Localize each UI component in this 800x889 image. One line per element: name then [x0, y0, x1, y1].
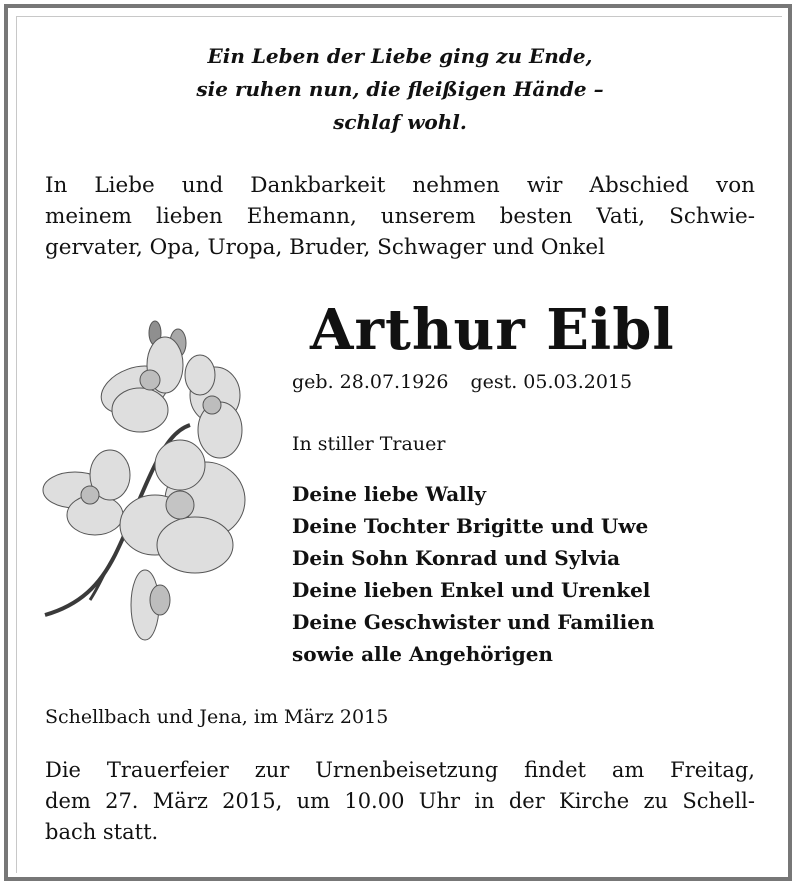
mourner-line: Deine liebe Wally	[292, 482, 486, 506]
mourner-line: Dein Sohn Konrad und Sylvia	[292, 546, 621, 570]
mourner-line: sowie alle Angehörigen	[292, 642, 553, 666]
service-line: dem 27. März 2015, um 10.00 Uhr in der Kirche zu Schell-	[45, 789, 755, 813]
death-date: gest. 05.03.2015	[470, 371, 633, 393]
mourners-list	[292, 478, 655, 670]
funeral-service-info	[45, 755, 755, 848]
intro-text	[45, 170, 755, 263]
life-dates	[292, 368, 632, 396]
service-line: bach statt.	[45, 820, 159, 844]
poem-line: Ein Leben der Liebe ging zu Ende,	[207, 44, 593, 68]
poem-line: sie ruhen nun, die fleißigen Hände –	[196, 77, 604, 101]
poem-line: schlaf wohl.	[333, 110, 467, 134]
intro-line: In Liebe und Dankbarkeit nehmen wir Abschied von	[45, 173, 755, 198]
place-and-date: Schellbach und Jena, im März 2015	[45, 706, 389, 728]
intro-line: gervater, Opa, Uropa, Bruder, Schwager und Onkel	[45, 235, 605, 260]
poem	[0, 40, 800, 139]
mourner-line: Deine lieben Enkel und Urenkel	[292, 578, 651, 602]
service-line: Die Trauerfeier zur Urnenbeisetzung findet am Freitag,	[45, 758, 755, 782]
deceased-name: Arthur Eibl	[310, 297, 675, 363]
mourner-line: Deine Geschwister und Familien	[292, 610, 655, 634]
mourner-line: Deine Tochter Brigitte und Uwe	[292, 514, 649, 538]
birth-date: geb. 28.07.1926	[292, 371, 449, 393]
intro-line: meinem lieben Ehemann, unserem besten Vati, Schwie-	[45, 204, 755, 229]
orchid-flower-image	[40, 315, 250, 660]
mourning-heading: In stiller Trauer	[292, 433, 446, 455]
